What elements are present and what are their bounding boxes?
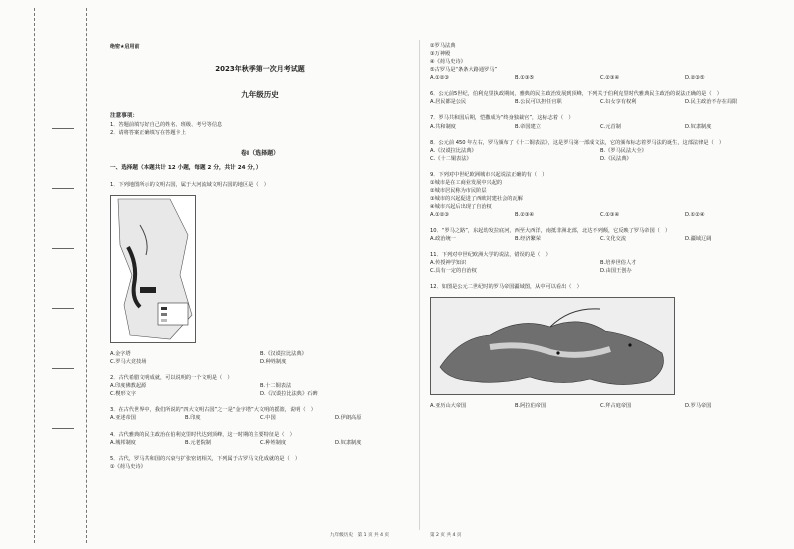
- option: B.阿拉伯帝国: [515, 402, 547, 409]
- option: B.十二铜表法: [260, 383, 292, 390]
- question-9-item: ③城市的兴起促进了西欧封建社会的瓦解: [430, 195, 523, 202]
- question-3: 3．在古代世界中，我们所说的“四大文明古国”之一是“金字塔”大文明的摇篮，说明（ ）: [110, 407, 316, 414]
- option: D.疆域辽阔: [685, 236, 712, 243]
- option: C.中国: [260, 415, 276, 422]
- option: C.《十二铜表法》: [430, 155, 472, 162]
- option: A.印度佛教起源: [110, 383, 147, 390]
- option: D.由国王创办: [600, 268, 632, 275]
- option: A.亚述帝国: [110, 415, 136, 422]
- question-4-options: [110, 439, 410, 447]
- option: A.《汉谟拉比法典》: [430, 147, 477, 154]
- option: D.①②④: [685, 212, 705, 219]
- question-5-item: ③万神殿: [430, 51, 451, 58]
- question-11: 11．下列对中世纪欧洲大学的说法，错误的是（ ）: [430, 252, 551, 259]
- exam-title: 2023年秋季第一次月考试题: [215, 64, 305, 73]
- option: C.文化交流: [600, 236, 627, 243]
- section-title: 卷I（选择题）: [240, 150, 280, 157]
- secret-mark: 绝密★启用前: [110, 44, 140, 50]
- notice-item-1: 1．答题前填写好自己的姓名、班级、考号等信息: [110, 121, 223, 128]
- option: D.民主政治不存在局限: [685, 99, 738, 106]
- question-7-options: [430, 123, 770, 131]
- option: D.奴隶制度: [335, 439, 362, 446]
- option: B.经济繁荣: [515, 236, 541, 243]
- question-6: 6．公元前5世纪，伯利克里执政期间，雅典的民主政治发展到顶峰，下列关于伯利克里时代雅典民主政治的说法正确的是（ ）: [430, 91, 722, 98]
- option: A.①②③: [430, 212, 450, 219]
- page-footer-right: 第 2 页 共 4 页: [430, 533, 462, 538]
- option: A.亚历山大帝国: [430, 402, 467, 409]
- option: A.城邦制度: [110, 439, 136, 446]
- question-5-item-1: ①《荷马史诗》: [110, 463, 146, 470]
- question-9-item: ①城市是在工商业发展中兴起的: [430, 179, 503, 186]
- option: B.元老院制: [185, 439, 211, 446]
- map-figure-1: [110, 195, 196, 343]
- question-9: 9．下列对中世纪欧洲城市兴起说法正确的有（ ）: [430, 171, 548, 178]
- option: B.《汉谟拉比法典》: [260, 351, 307, 358]
- question-11-options: [430, 259, 770, 275]
- question-9-item: ②城市居民称为市民阶层: [430, 187, 487, 194]
- option: C.种姓制度: [260, 439, 287, 446]
- question-5-item: ⑤古罗马是“条条大路通罗马”: [430, 67, 498, 74]
- option: B.公民可以担任官职: [515, 99, 562, 106]
- binding-fill-lines: [52, 128, 74, 428]
- option: B.培养世俗人才: [600, 260, 637, 267]
- option: A.居民都是公民: [430, 99, 467, 106]
- option: A.政治统一: [430, 236, 456, 243]
- option: C.罗马大竞技场: [110, 359, 147, 366]
- page-footer-left: 九年级历史 第 1 页 共 4 页: [330, 533, 390, 538]
- notice-item-2: 2．请将答案正确填写在答题卡上: [110, 129, 186, 136]
- map-figure-2: [430, 297, 675, 395]
- option: A.①②③: [430, 75, 450, 82]
- question-4: 4．古代雅典的民主政治在伯利克里时代达到顶峰，这一时期的主要特征是（ ）: [110, 431, 295, 438]
- question-7: 7．罗马共和国后期，恺撒成为“终身独裁官”，这标志着（ ）: [430, 115, 574, 122]
- section-1-heading: 一、选择题（本题共计 12 小题，每题 2 分，共计 24 分，）: [110, 165, 262, 172]
- option: B.《罗马民法大全》: [600, 147, 647, 154]
- question-2: 2．古代希腊文明成就，可以说明的一个文明是（ ）: [110, 375, 233, 382]
- exam-subtitle: 九年级历史: [241, 89, 279, 99]
- option: D.《汉谟拉比法典》石碑: [260, 391, 318, 398]
- question-5: 5．古代，罗马共和国的兴衰与扩张密切相关，下列属于古罗马文化成就的是（ ）: [110, 455, 301, 462]
- option: A.金字塔: [110, 351, 131, 358]
- question-9-options: [430, 211, 770, 219]
- option: C.妇女享有权利: [600, 99, 637, 106]
- binding-strip: [32, 8, 90, 543]
- question-10-options: [430, 235, 770, 243]
- question-8: 8．公元前 450 年左右，罗马颁布了《十二铜表法》，这是罗马第一部成文法，它的颁布标志着罗马法的诞生，这部法律是（ ）: [430, 139, 725, 146]
- question-3-options: [110, 414, 410, 422]
- option: C.拜占庭帝国: [600, 402, 632, 409]
- option: B.印度: [185, 415, 201, 422]
- question-12: 12．如图是公元二世纪时的罗马帝国疆域图，从中可以看出（ ）: [430, 284, 582, 291]
- option: B.②③④: [515, 212, 535, 219]
- option: D.②③⑤: [685, 75, 705, 82]
- option: C.元首制: [600, 123, 621, 130]
- option: B.帝国建立: [515, 123, 541, 130]
- question-5-item: ④《荷马史诗》: [430, 59, 466, 66]
- question-12-options: [430, 402, 770, 410]
- option: C.①③④: [600, 212, 620, 219]
- question-2-options: [110, 382, 410, 398]
- option: A.共和制度: [430, 123, 456, 130]
- option: B.①③⑤: [515, 75, 535, 82]
- column-divider: [419, 40, 420, 530]
- question-9-item: ④城市兴起后出现了自治权: [430, 204, 492, 210]
- option: C.具有一定的自治权: [430, 268, 477, 275]
- question-5-item: ②罗马法典: [430, 43, 456, 49]
- question-8-options: [430, 147, 770, 163]
- option: C.楔形文字: [110, 391, 137, 398]
- option: D.种姓制度: [260, 359, 287, 366]
- left-column: [110, 44, 410, 471]
- option: A.传授神学知识: [430, 260, 467, 267]
- question-6-options: [430, 98, 770, 106]
- right-column: [430, 42, 770, 410]
- notice-heading: 注意事项：: [110, 113, 138, 120]
- option: D.奴隶制度: [685, 123, 712, 130]
- question-10: 10．“罗马之路”，东起幼发拉底河，西至大西洋，南抵非洲北部，北达不列颠，它反映了罗马帝国（ ）: [430, 228, 671, 235]
- option: D.罗马帝国: [685, 402, 712, 409]
- question-1-options: [110, 350, 410, 366]
- question-1: 1．下列地图所示的文明古国，属于大河流域文明古国的地区是（ ）: [110, 181, 269, 188]
- option: D.伊朗高原: [335, 415, 362, 422]
- question-5-options: [430, 74, 770, 82]
- option: D.《民法典》: [600, 155, 632, 162]
- option: C.②③④: [600, 75, 620, 82]
